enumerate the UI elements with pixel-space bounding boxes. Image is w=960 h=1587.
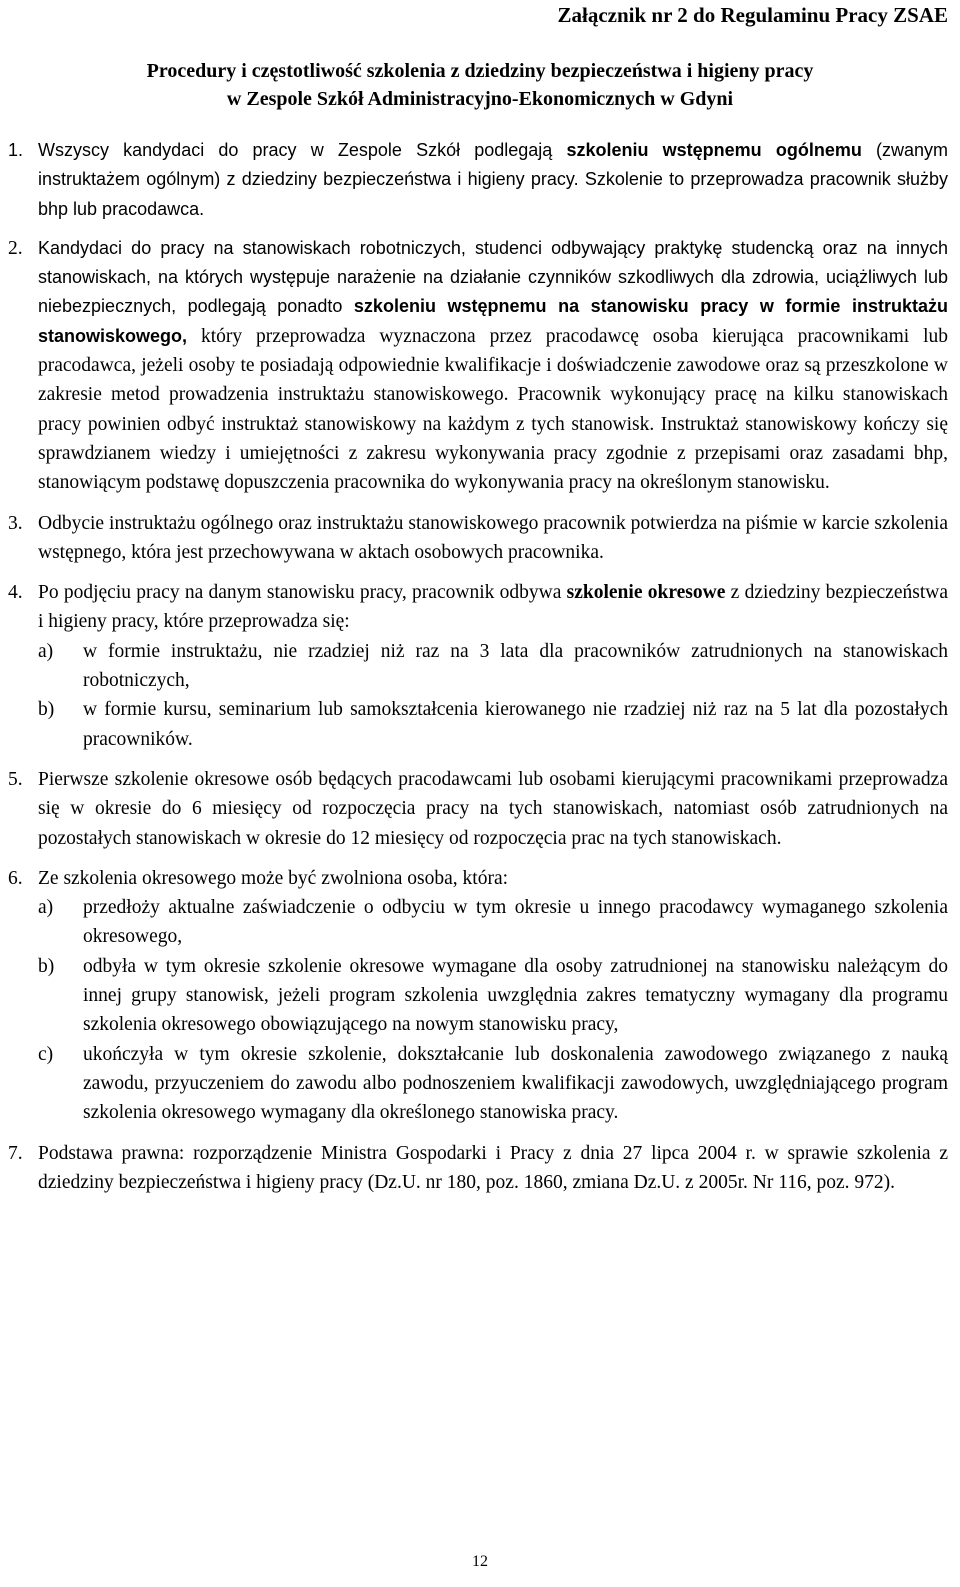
- sub-item-label: b): [38, 955, 55, 977]
- item-paragraph: [38, 578, 948, 637]
- title-line-1: Procedury i częstotliwość szkolenia z dziedziny bezpieczeństwa i higieny pracy: [146, 60, 814, 82]
- sub-item-text: w formie kursu, seminarium lub samokształcenia kierowanego nie rzadziej niż raz na 5 lat dla pozostałych pracowników.: [83, 699, 948, 750]
- title-line-2: w Zespole Szkół Administracyjno-Ekonomicznych w Gdyni: [226, 88, 734, 110]
- list-item-6: [8, 864, 948, 893]
- document-title: [0, 57, 960, 113]
- item-text: Pierwsze szkolenie okresowe osób będących pracodawcami lub osobami kierującymi pracownikami przeprowadza się w okresie do 6 miesięcy od rozpoczęcia pracy na tych stanowiskach, natomiast osób zatrudnionych na pozostałych stanowiskach w okresie do 12 miesięcy od rozpoczęcia prac na tych stanowiskach.: [38, 768, 948, 849]
- sub-item-text: w formie instruktażu, nie rzadziej niż raz na 3 lata dla pracowników zatrudnionych na stanowiskach robotniczych,: [83, 640, 948, 692]
- list-item-7: [8, 1139, 948, 1198]
- item-bold-text: szkoleniu wstępnemu ogólnemu: [566, 140, 862, 160]
- list-item-3: [8, 509, 948, 568]
- sub-item-label: a): [38, 897, 54, 919]
- sub-item-label: b): [38, 699, 55, 721]
- item-number: 2.: [8, 237, 23, 259]
- list-item-4: [8, 578, 948, 637]
- item-number: 5.: [8, 768, 23, 790]
- item-text: Kandydaci do pracy na stanowiskach robotniczych, studenci odbywający praktykę studencką oraz na innych stanowiskach, na których występuje narażenie na działanie czynników szkodliwych dla zdrowia, uciążliwych lub niebezpiecznych, podlegają ponadto: [38, 237, 948, 317]
- item-text: który przeprowadza wyznaczona przez pracodawcę osoba kierująca pracownikami lub pracodawca, jeżeli osoby te posiadają odpowiednie kwalifikacje i doświadczenie zawodowe oraz są przeszkolone w zakresie metod prowadzenia instruktażu stanowiskowego. Pracownik wykonujący pracę na kilku stanowiskach pracy powinien odbyć instruktaż stanowiskowy na każdym z tych stanowisk. Instruktaż stanowiskowy kończy się sprawdzianem wiedzy i umiejętności z zakresu wykonywania pracy zgodnie z przepisami oraz zasadami bhp, stanowiącym podstawę dopuszczenia pracownika do wykonywania pracy na określonym stanowisku.: [38, 325, 948, 494]
- sub-item: [8, 695, 948, 754]
- item-text: Po podjęciu pracy na danym stanowisku pracy, pracownik odbywa: [38, 582, 567, 604]
- item-number: 1.: [8, 140, 24, 160]
- item-number: 4.: [8, 582, 23, 604]
- sub-item-text: ukończyła w tym okresie szkolenie, dokształcanie lub doskonalenia zawodowego związanego z nauką zawodu, przyuczeniem do zawodu albo podnoszeniem kwalifikacji zawodowych, uwzględniającego program szkolenia okresowego wymagany dla określonego stanowiska pracy.: [83, 1043, 948, 1124]
- item-text: Odbycie instruktażu ogólnego oraz instruktażu stanowiskowego pracownik potwierdza na piśmie w karcie szkolenia wstępnego, która jest przechowywana w aktach osobowych pracownika.: [38, 512, 948, 563]
- annex-heading: Załącznik nr 2 do Regulaminu Pracy ZSAE: [557, 3, 948, 27]
- item-text: (zwanym instruktażem ogólnym) z dziedziny bezpieczeństwa i higieny pracy. Szkolenie to przeprowadza pracownik służby bhp lub pracodawca.: [38, 140, 949, 219]
- procedure-list: [8, 136, 948, 1208]
- list-item-6-subs: [8, 893, 948, 1127]
- item-bold-text: szkolenie okresowe: [566, 582, 726, 604]
- page-number: 12: [472, 1553, 488, 1570]
- item-paragraph: Ze szkolenia okresowego może być zwolniona osoba, która:: [38, 867, 509, 889]
- item-text: Podstawa prawna: rozporządzenie Ministra Gospodarki i Pracy z dnia 27 lipca 2004 r. w sprawie szkolenia z dziedziny bezpieczeństwa i higieny pracy (Dz.U. nr 180, poz. 1860, zmiana Dz.U. z 2005r. Nr 116, poz. 972).: [38, 1142, 948, 1193]
- list-item-2: [8, 234, 948, 498]
- item-number: 6.: [8, 867, 23, 889]
- sub-item-text: odbyła w tym okresie szkolenie okresowe wymagane dla osoby zatrudnionej na stanowisku należącym do innej grupy stanowisk, jeżeli program szkolenia uwzględnia zakres tematyczny wymagany dla programu szkolenia okresowego obowiązującego na nowym stanowisku pracy,: [83, 955, 948, 1036]
- item-number: 7.: [8, 1142, 23, 1164]
- sub-item-label: c): [38, 1043, 54, 1065]
- sub-item: [8, 637, 948, 696]
- list-item-1: [8, 136, 948, 224]
- sub-item-text: przedłoży aktualne zaświadczenie o odbyciu w tym okresie u innego pracodawcy wymaganego szkolenia okresowego,: [83, 897, 948, 948]
- item-text: Wszyscy kandydaci do pracy w Zespole Szkół podlegają: [38, 140, 567, 160]
- list-item-4-subs: [8, 637, 948, 754]
- sub-item-label: a): [38, 640, 54, 662]
- item-number: 3.: [8, 512, 23, 534]
- sub-item: [8, 893, 948, 952]
- list-item-5: [8, 765, 948, 853]
- sub-item: [8, 1040, 948, 1128]
- item-text: z dziedziny bezpieczeństwa i higieny pracy, które przeprowadza się:: [38, 582, 948, 633]
- item-bold-text: szkoleniu wstępnemu na stanowisku pracy w formie instruktażu stanowiskowego,: [38, 296, 948, 346]
- sub-item: [8, 952, 948, 1040]
